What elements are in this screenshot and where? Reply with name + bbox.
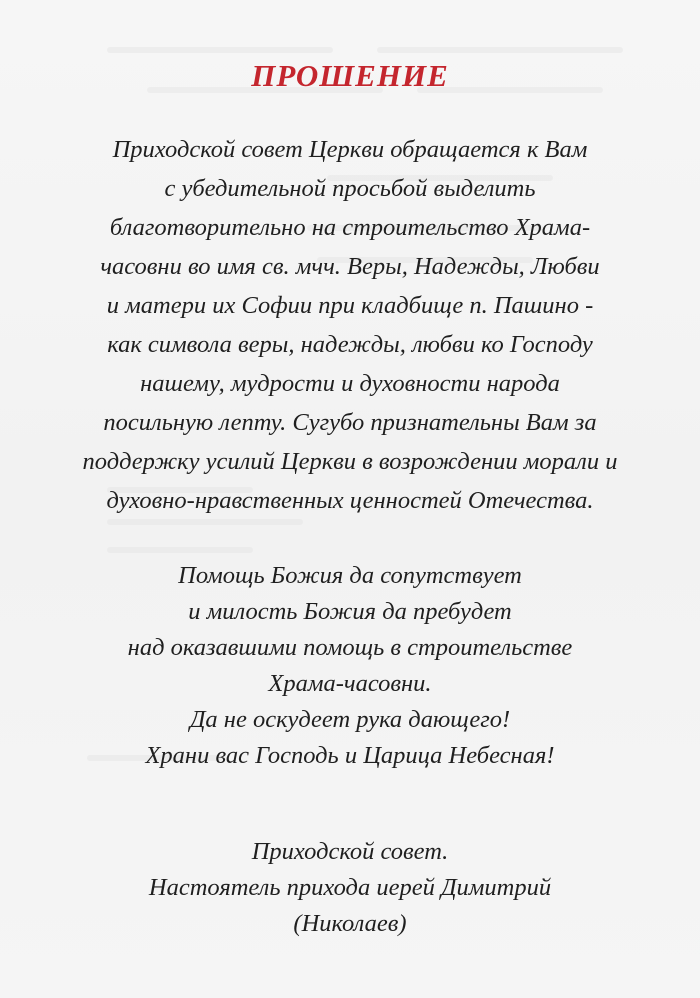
text-line: и милость Божия да пребудет [188, 598, 512, 625]
text-line: (Николаев) [293, 910, 407, 937]
text-line: Храни вас Господь и Царица Небесная! [145, 742, 555, 769]
text-line: благотворительно на строительство Храма- [109, 214, 591, 241]
text-line: над оказавшими помощь в строительстве [127, 634, 573, 661]
text-line: поддержку усилий Церкви в возрождении морали и [82, 448, 618, 475]
text-line: Приходской совет. [251, 838, 449, 865]
text-line: нашему, мудрости и духовности народа [140, 370, 560, 397]
text-line: посильную лепту. Сугубо признательны Вам за [103, 409, 597, 436]
document-title: ПРОШЕНИЕ [251, 58, 449, 93]
text-line: с убедительной просьбой выделить [164, 175, 536, 202]
text-line: и матери их Софии при кладбище п. Пашино - [106, 292, 594, 319]
text-line: Настоятель прихода иерей Димитрий [148, 874, 552, 901]
text-line: Приходской совет Церкви обращается к Вам [112, 136, 588, 163]
text-line: как символа веры, надежды, любви ко Господу [107, 331, 593, 358]
text-line: Да не оскудеет рука дающего! [189, 706, 511, 733]
text-line: Храма-часовни. [268, 670, 432, 697]
text-line: часовни во имя св. мчч. Веры, Надежды, Любви [100, 253, 600, 280]
text-line: духовно-нравственных ценностей Отечества. [106, 487, 594, 514]
text-line: Помощь Божия да сопутствует [178, 562, 522, 589]
